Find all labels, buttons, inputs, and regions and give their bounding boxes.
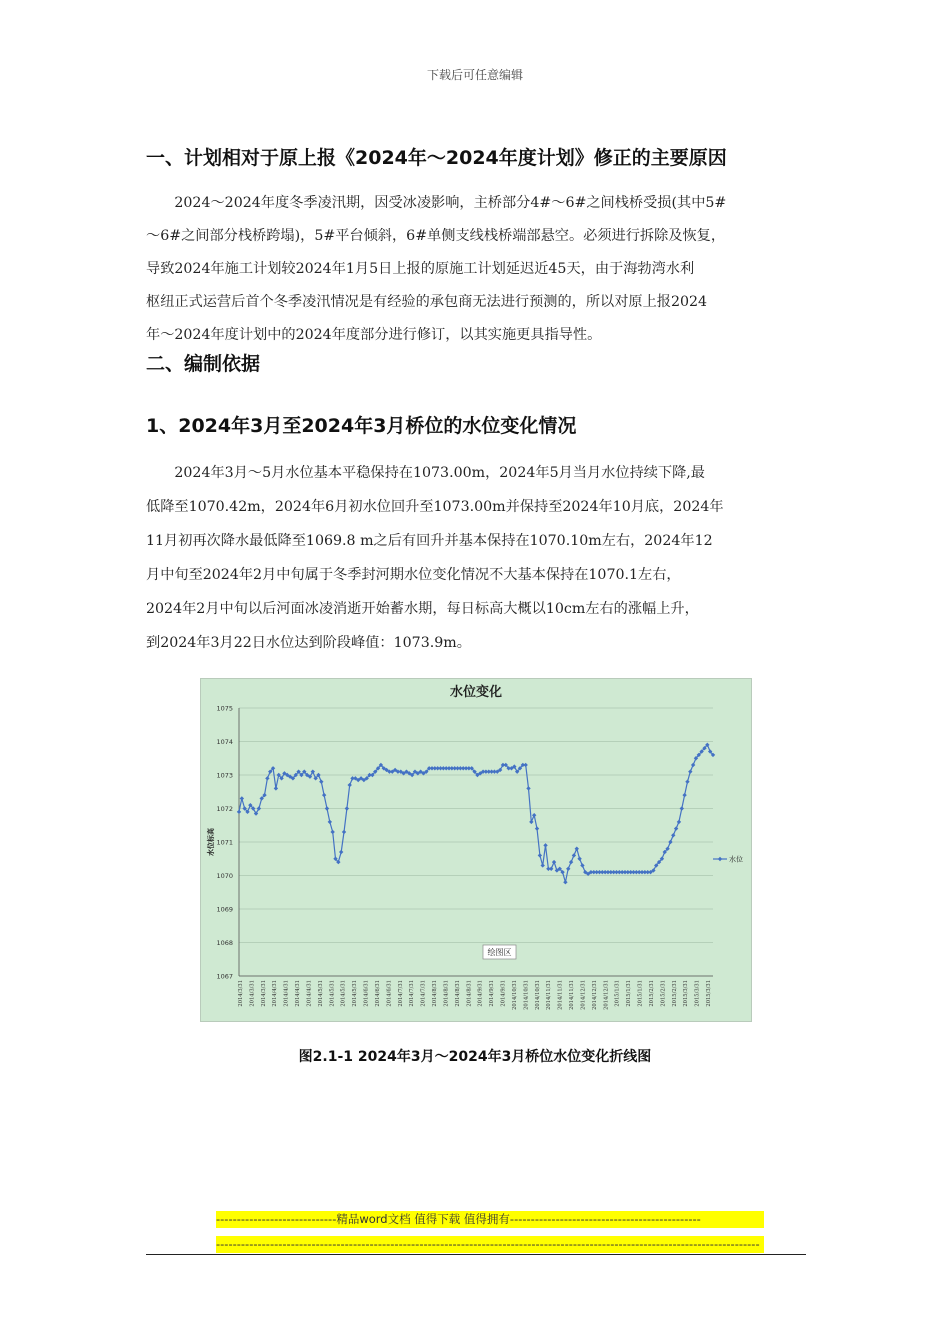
x-tick-label: 2014/5/31 bbox=[317, 980, 324, 1007]
x-tick-label: 2015/2/31 bbox=[648, 980, 655, 1007]
paragraph-line: 11月初再次降水最低降至1069.8 m之后有回升并基本保持在1070.10m左右，2024年12 bbox=[146, 533, 713, 549]
y-tick-label: 1071 bbox=[216, 838, 233, 847]
x-tick-label: 2014/8/31 bbox=[443, 980, 450, 1007]
paragraph-line: 导致2024年施工计划较2024年1月5日上报的原施工计划延迟近45天，由于海勃湾水利 bbox=[146, 261, 695, 277]
data-point bbox=[543, 843, 547, 847]
x-tick-label: 2014/8/31 bbox=[432, 980, 439, 1007]
x-tick-label: 2014/4/31 bbox=[283, 980, 290, 1007]
x-tick-label: 2014/3/31 bbox=[260, 980, 267, 1007]
x-tick-label: 2015/2/31 bbox=[660, 980, 667, 1007]
data-point bbox=[345, 806, 349, 810]
data-point bbox=[691, 763, 695, 767]
x-tick-label: 2014/3/31 bbox=[238, 980, 244, 1007]
x-tick-label: 2015/3/31 bbox=[694, 980, 701, 1007]
data-point bbox=[541, 863, 545, 867]
x-tick-label: 2014/3/31 bbox=[249, 980, 256, 1007]
data-point bbox=[577, 857, 581, 861]
y-tick-label: 1072 bbox=[216, 805, 233, 813]
data-point bbox=[526, 786, 530, 790]
data-point bbox=[668, 840, 672, 844]
y-tick-label: 1070 bbox=[216, 872, 233, 880]
x-tick-label: 2014/11/31 bbox=[557, 980, 564, 1010]
plot-area-label: 绘图区 bbox=[487, 948, 512, 957]
x-tick-label: 2014/5/31 bbox=[340, 980, 347, 1007]
data-point bbox=[347, 783, 351, 787]
data-point bbox=[328, 820, 332, 824]
paragraph-line: 2024年2月中旬以后河面冰凌消逝开始蓄水期，每日标高大概以10cm左右的涨幅上升， bbox=[146, 601, 699, 617]
data-point bbox=[552, 860, 556, 864]
data-point bbox=[569, 860, 573, 864]
footer-banner-line-2: ----------------------------------------------------------------------------------------------------------------------------------- bbox=[216, 1236, 764, 1253]
x-tick-label: 2015/2/31 bbox=[671, 980, 678, 1007]
section-3-paragraph bbox=[146, 456, 806, 660]
paragraph-line: 2024～2024年度冬季凌汛期，因受冰凌影响，主桥部分4#～6#之间栈桥受损(其中5# bbox=[146, 195, 727, 211]
y-tick-label: 1067 bbox=[216, 972, 233, 981]
paragraph-line: 低降至1070.42m，2024年6月初水位回升至1073.00m并保持至2024年10月底，2024年 bbox=[146, 499, 724, 515]
legend-marker bbox=[718, 857, 722, 861]
water-level-chart bbox=[200, 678, 752, 1022]
x-tick-label: 2014/12/31 bbox=[580, 980, 587, 1010]
data-point bbox=[325, 806, 329, 810]
data-point bbox=[680, 806, 684, 810]
x-tick-label: 2014/9/31 bbox=[500, 980, 507, 1007]
section-3-heading: 1、2024年3月至2024年3月桥位的水位变化情况 bbox=[146, 415, 577, 437]
x-tick-label: 2014/11/31 bbox=[569, 980, 576, 1010]
x-tick-label: 2014/10/31 bbox=[511, 980, 518, 1010]
x-tick-label: 2014/6/31 bbox=[386, 980, 393, 1007]
x-tick-label: 2014/7/31 bbox=[409, 980, 416, 1007]
data-point bbox=[265, 776, 269, 780]
data-point bbox=[339, 850, 343, 854]
legend-label: 水位 bbox=[729, 855, 743, 864]
section-2-heading: 二、编制依据 bbox=[146, 353, 261, 375]
x-tick-label: 2014/8/31 bbox=[454, 980, 461, 1007]
data-point bbox=[237, 810, 241, 814]
data-point bbox=[677, 820, 681, 824]
data-point bbox=[575, 847, 579, 851]
y-tick-label: 1075 bbox=[216, 704, 233, 713]
paragraph-line: 月中旬至2024年2月中旬属于冬季封河期水位变化情况不大基本保持在1070.1左右， bbox=[146, 567, 681, 583]
paragraph-line: 2024年3月～5月水位基本平稳保持在1073.00m，2024年5月当月水位持续下降,最 bbox=[146, 465, 705, 481]
footer-banner-line-1: -----------------------------精品word文档 值得下载 值得拥有---------------------------------------------- bbox=[216, 1211, 764, 1228]
data-point bbox=[566, 867, 570, 871]
x-tick-label: 2015/3/31 bbox=[706, 980, 712, 1007]
footer-rule bbox=[146, 1254, 806, 1255]
x-tick-label: 2014/7/31 bbox=[397, 980, 404, 1007]
data-point bbox=[311, 769, 315, 773]
data-point bbox=[240, 796, 244, 800]
x-tick-label: 2014/10/31 bbox=[523, 980, 530, 1010]
x-tick-label: 2014/12/31 bbox=[591, 980, 598, 1010]
x-tick-label: 2014/11/31 bbox=[546, 980, 553, 1010]
x-tick-label: 2014/9/31 bbox=[477, 980, 484, 1007]
data-point bbox=[549, 867, 553, 871]
y-tick-label: 1068 bbox=[216, 939, 233, 947]
data-point bbox=[563, 880, 567, 884]
x-tick-label: 2015/1/31 bbox=[614, 980, 621, 1007]
y-tick-label: 1069 bbox=[216, 905, 233, 914]
paragraph-line: ～6#之间部分栈桥跨塌)，5#平台倾斜，6#单侧支线栈桥端部悬空。必须进行拆除及恢复， bbox=[146, 228, 726, 244]
data-point bbox=[572, 853, 576, 857]
data-point bbox=[538, 853, 542, 857]
y-tick-label: 1073 bbox=[216, 771, 233, 780]
x-tick-label: 2014/4/31 bbox=[272, 980, 279, 1007]
x-tick-label: 2014/9/31 bbox=[489, 980, 496, 1007]
x-tick-label: 2014/10/31 bbox=[534, 980, 541, 1010]
data-point bbox=[342, 830, 346, 834]
x-tick-label: 2014/5/31 bbox=[352, 980, 359, 1007]
data-point bbox=[671, 833, 675, 837]
x-tick-label: 2014/4/31 bbox=[306, 980, 313, 1007]
header-note: 下载后可任意编辑 bbox=[426, 68, 523, 82]
x-tick-label: 2014/8/31 bbox=[466, 980, 473, 1007]
x-tick-label: 2014/5/31 bbox=[329, 980, 336, 1007]
section-1-paragraph bbox=[146, 187, 806, 352]
data-point bbox=[674, 826, 678, 830]
data-point bbox=[532, 813, 536, 817]
data-point bbox=[535, 826, 539, 830]
data-point bbox=[330, 830, 334, 834]
x-tick-label: 2014/7/31 bbox=[420, 980, 427, 1007]
data-point bbox=[580, 863, 584, 867]
data-point bbox=[322, 793, 326, 797]
paragraph-line: 年～2024年度计划中的2024年度部分进行修订，以其实施更具指导性。 bbox=[146, 327, 602, 343]
x-tick-label: 2015/1/31 bbox=[637, 980, 644, 1007]
data-point bbox=[523, 763, 527, 767]
data-point bbox=[274, 786, 278, 790]
data-point bbox=[319, 780, 323, 784]
x-tick-label: 2014/6/31 bbox=[363, 980, 370, 1007]
x-tick-label: 2014/4/31 bbox=[295, 980, 302, 1007]
y-tick-label: 1074 bbox=[216, 738, 233, 746]
y-axis-label: 水位标高 bbox=[207, 828, 215, 856]
chart-title: 水位变化 bbox=[449, 685, 503, 700]
x-tick-label: 2014/12/31 bbox=[603, 980, 610, 1010]
data-point bbox=[685, 780, 689, 784]
chart-svg bbox=[201, 679, 751, 1021]
figure-caption: 图2.1-1 2024年3月～2024年3月桥位水位变化折线图 bbox=[298, 1049, 652, 1065]
x-tick-label: 2015/1/31 bbox=[626, 980, 633, 1007]
paragraph-line: 到2024年3月22日水位达到阶段峰值：1073.9m。 bbox=[146, 635, 471, 651]
x-tick-label: 2015/3/31 bbox=[683, 980, 690, 1007]
x-tick-label: 2014/6/31 bbox=[374, 980, 381, 1007]
series-line bbox=[239, 745, 713, 882]
data-point bbox=[688, 769, 692, 773]
data-point bbox=[682, 793, 686, 797]
section-1-heading: 一、计划相对于原上报《2024年～2024年度计划》修正的主要原因 bbox=[146, 147, 727, 169]
paragraph-line: 枢纽正式运营后首个冬季凌汛情况是有经验的承包商无法进行预测的，所以对原上报2024 bbox=[146, 294, 708, 310]
data-point bbox=[529, 820, 533, 824]
